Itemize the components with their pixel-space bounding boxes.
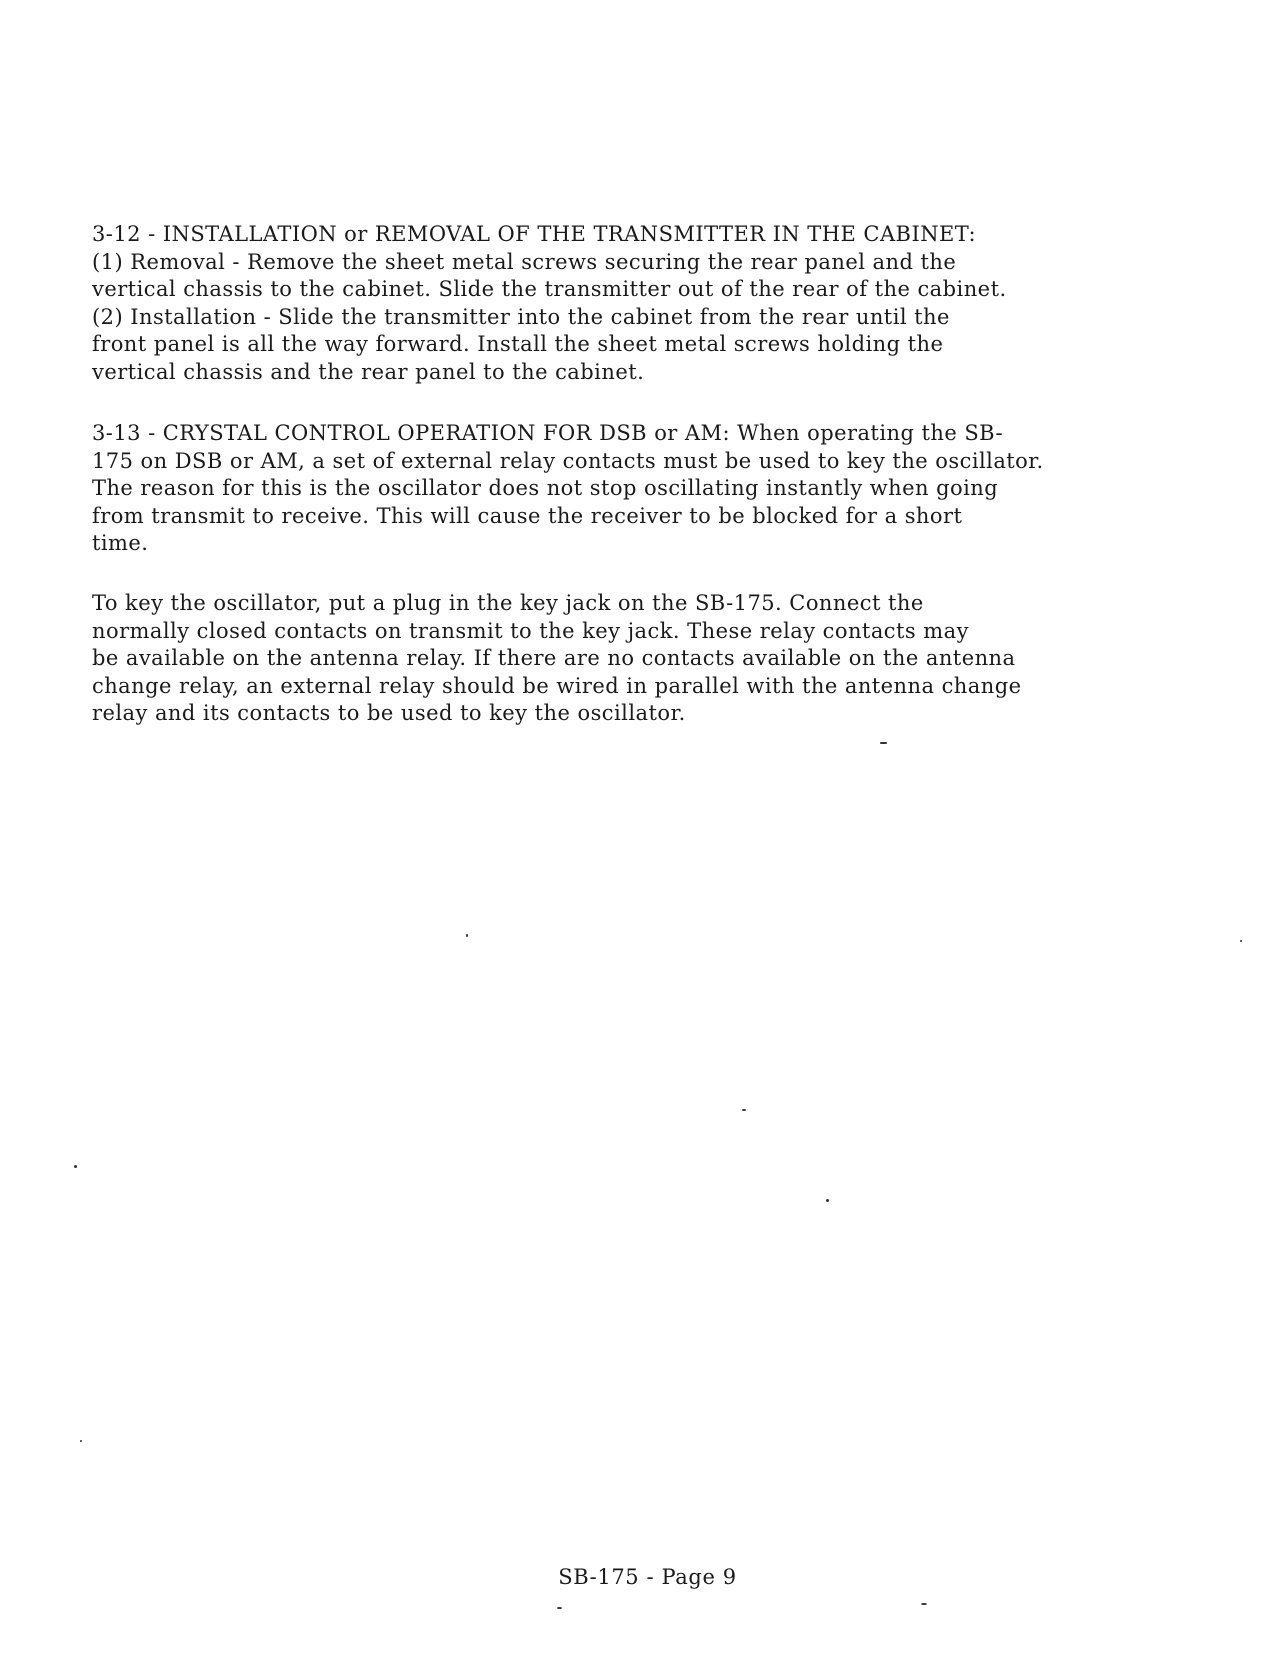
scan-speck: [921, 1603, 927, 1605]
key-oscillator-paragraph: [92, 590, 1152, 728]
section-3-13: [92, 420, 1152, 558]
paragraph-line: To key the oscillator, put a plug in the key jack on the SB-175. Connect the: [92, 591, 924, 615]
section-3-13-line: The reason for this is the oscillator does not stop oscillating instantly when going: [92, 476, 999, 500]
paragraph-line: relay and its contacts to be used to key the oscillator.: [92, 701, 686, 725]
scan-speck: [826, 1199, 829, 1202]
section-3-12: [92, 221, 1152, 386]
section-3-13-heading: 3-13 - CRYSTAL CONTROL OPERATION FOR DSB or AM: When operating the SB-: [92, 421, 1003, 445]
section-3-12-heading: 3-12 - INSTALLATION or REMOVAL OF THE TRANSMITTER IN THE CABINET:: [92, 222, 977, 246]
section-3-13-line: from transmit to receive. This will cause the receiver to be blocked for a short: [92, 503, 963, 528]
section-3-13-line: time.: [92, 531, 149, 555]
page-footer: SB-175 - Page 9: [558, 1565, 737, 1589]
paragraph-line: normally closed contacts on transmit to the key jack. These relay contacts may: [92, 618, 969, 643]
scan-speck: [880, 742, 887, 744]
scan-speck: [74, 1165, 77, 1168]
section-3-12-line: (1) Removal - Remove the sheet metal screws securing the rear panel and the: [92, 249, 957, 274]
scan-speck: [742, 1109, 746, 1111]
section-3-13-line: 175 on DSB or AM, a set of external relay contacts must be used to key the oscillator.: [92, 448, 1044, 473]
paragraph-line: be available on the antenna relay. If there are no contacts available on the antenna: [92, 646, 1016, 670]
scan-speck: [466, 934, 468, 937]
scan-speck: [80, 1440, 82, 1442]
section-3-12-line: front panel is all the way forward. Install the sheet metal screws holding the: [92, 332, 944, 356]
scan-speck: [1240, 940, 1242, 942]
paragraph-line: change relay, an external relay should be wired in parallel with the antenna change: [92, 673, 1022, 698]
section-3-12-line: vertical chassis and the rear panel to the cabinet.: [92, 359, 645, 384]
section-3-12-line: vertical chassis to the cabinet. Slide the transmitter out of the rear of the cabinet.: [92, 277, 1007, 301]
scan-speck: [557, 1607, 562, 1609]
section-3-12-line: (2) Installation - Slide the transmitter into the cabinet from the rear until the: [92, 304, 950, 329]
